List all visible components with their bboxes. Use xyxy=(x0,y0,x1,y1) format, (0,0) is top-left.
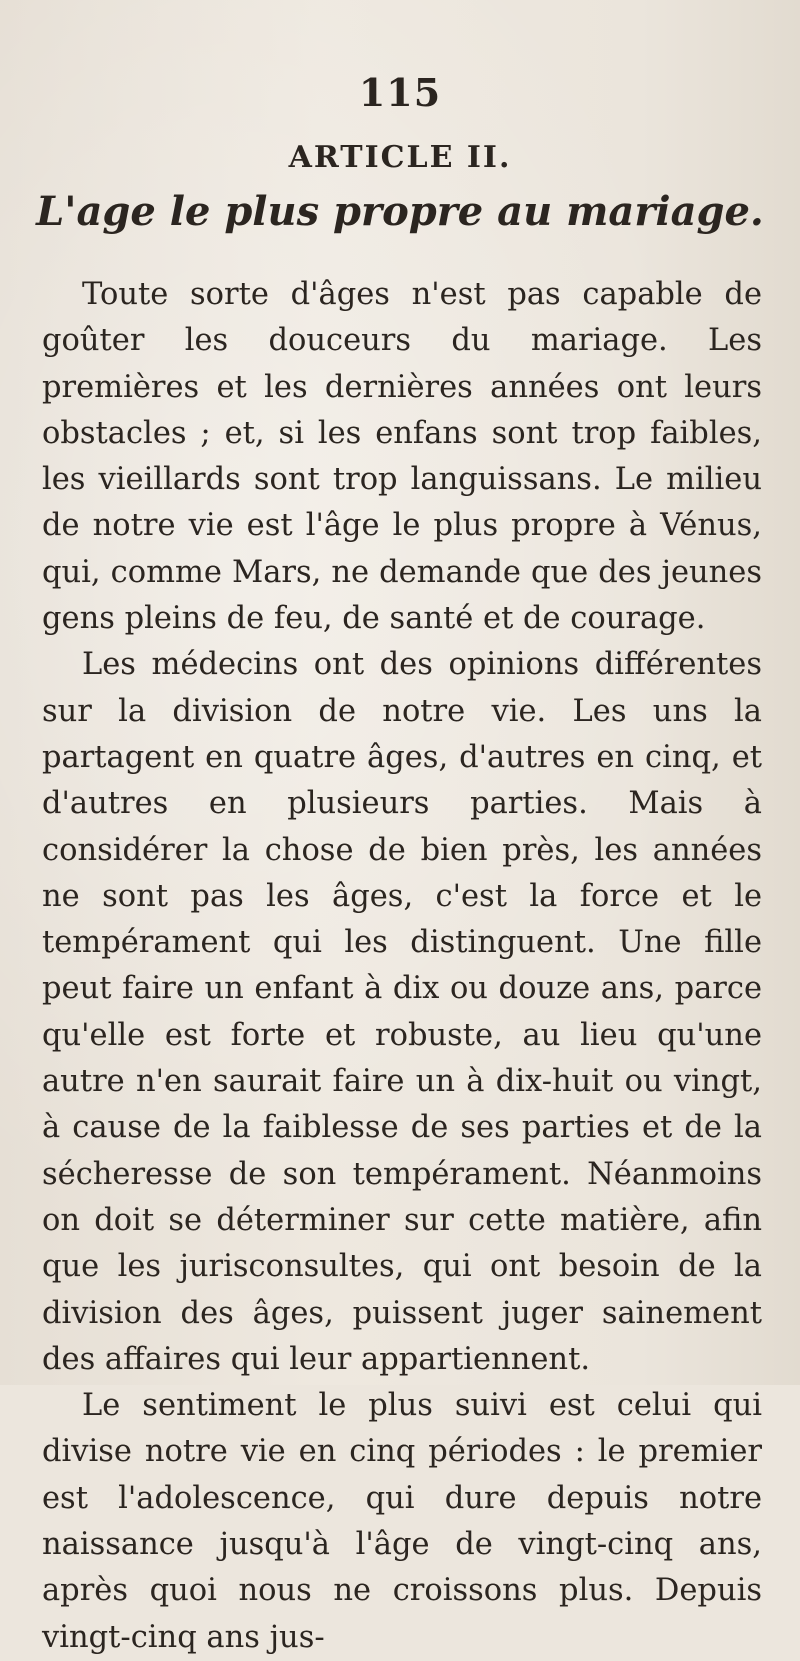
paragraph-1: Toute sorte d'âges n'est pas capable de goûter les douceurs du mariage. Les premières et les dernières années ont leurs obstacles ; et, si les enfans sont trop faibles, les vieillards sont trop languissans. Le milieu de notre vie est l'âge le plus propre à Vénus, qui, comme Mars, ne demande que des jeunes gens pleins de feu, de santé et de courage. xyxy=(42,277,762,637)
paragraph-2: Les médecins ont des opinions différentes sur la division de notre vie. Les uns la partagent en quatre âges, d'autres en cinq, et d'autres en plusieurs parties. Mais à considérer la chose de bien près, les années ne sont pas les âges, c'est la force et le tempérament qui les distinguent. Une fille peut faire un enfant à dix ou douze ans, parce qu'elle est forte et robuste, au lieu qu'une autre n'en saurait faire un à dix-huit ou vingt, à cause de la faiblesse de ses parties et de la sécheresse de son tempérament. Néanmoins on doit se déterminer sur cette matière, afin que les jurisconsultes, qui ont besoin de la division des âges, puissent juger sainement des affaires qui leur appartiennent. xyxy=(42,647,762,1377)
page-number: 115 xyxy=(358,70,442,115)
body-text xyxy=(42,272,762,1661)
paragraph-3: Le sentiment le plus suivi est celui qui divise notre vie en cinq périodes : le premier est l'adolescence, qui dure depuis notre naissance jusqu'à l'âge de vingt-cinq ans, après quoi nous ne croissons plus. Depuis vingt-cinq ans jus- xyxy=(42,1388,762,1655)
article-heading: ARTICLE II. xyxy=(288,140,512,175)
article-subtitle: L'age le plus propre au mariage. xyxy=(36,188,764,235)
